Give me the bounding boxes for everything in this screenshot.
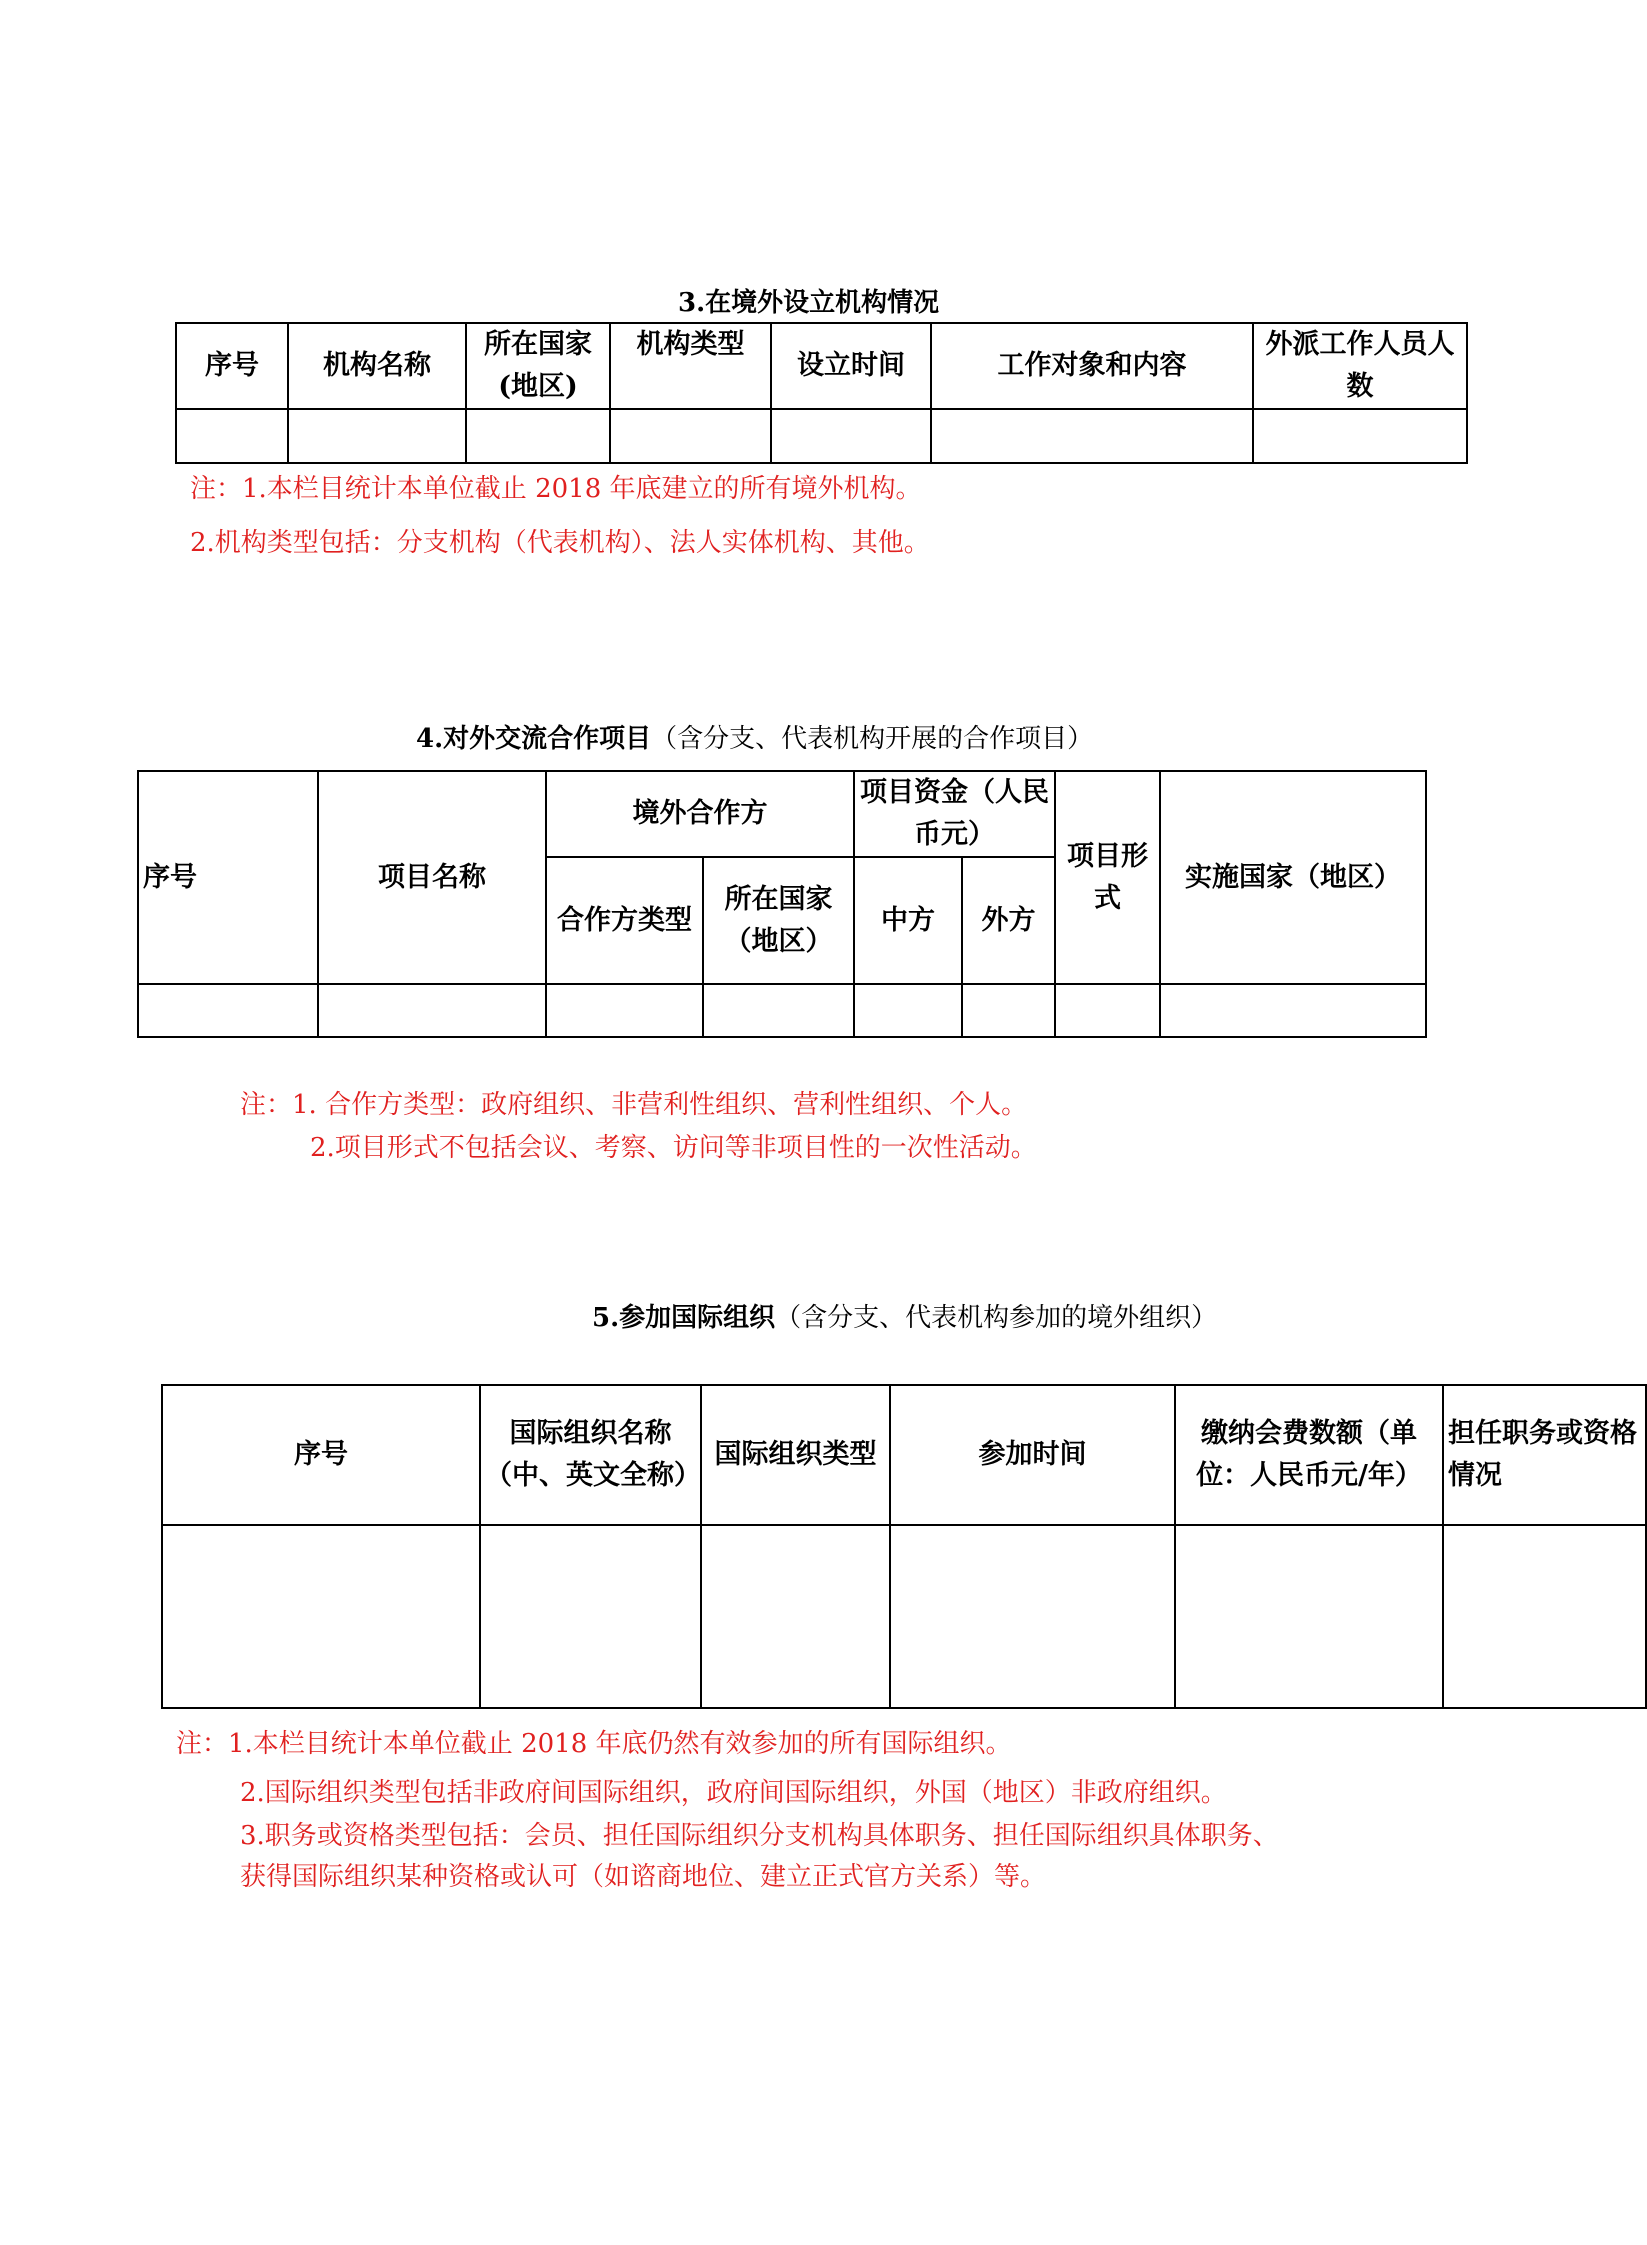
header-seq: 序号	[162, 1385, 480, 1525]
section5-note-3: 3.职务或资格类型包括：会员、担任国际组织分支机构具体职务、担任国际组织具体职务、	[240, 1821, 1279, 1851]
header-country: 所在国家(地区)	[466, 323, 610, 409]
table-cell[interactable]	[1055, 984, 1160, 1037]
table-cell[interactable]	[701, 1525, 890, 1708]
table-cell[interactable]	[162, 1525, 480, 1708]
table-cell[interactable]	[962, 984, 1055, 1037]
header-partner-type: 合作方类型	[546, 857, 703, 984]
table-cell[interactable]	[890, 1525, 1175, 1708]
header-foreign-side: 外方	[962, 857, 1055, 984]
section5-note-1: 注：1.本栏目统计本单位截止 2018 年底仍然有效参加的所有国际组织。	[176, 1729, 1012, 1759]
table-cell[interactable]	[1443, 1525, 1646, 1708]
header-seq: 序号	[176, 323, 288, 409]
section5-note-2: 2.国际组织类型包括非政府间国际组织，政府间国际组织，外国（地区）非政府组织。	[240, 1778, 1227, 1808]
header-org-name: 机构名称	[288, 323, 466, 409]
table-cell[interactable]	[466, 409, 610, 463]
header-partner: 境外合作方	[546, 771, 854, 857]
section3-title: 3.在境外设立机构情况	[678, 288, 940, 318]
table-cell[interactable]	[703, 984, 854, 1037]
header-join-time: 参加时间	[890, 1385, 1175, 1525]
header-chinese-side: 中方	[854, 857, 962, 984]
header-work-content: 工作对象和内容	[931, 323, 1253, 409]
table-cell[interactable]	[318, 984, 546, 1037]
table-cell[interactable]	[1175, 1525, 1443, 1708]
header-project-form: 项目形式	[1055, 771, 1160, 984]
header-partner-country: 所在国家（地区）	[703, 857, 854, 984]
header-membership-fee: 缴纳会费数额（单位：人民币元/年）	[1175, 1385, 1443, 1525]
header-position: 担任职务或资格情况	[1443, 1385, 1646, 1525]
table-cell[interactable]	[771, 409, 931, 463]
table-cell[interactable]	[480, 1525, 701, 1708]
header-impl-country: 实施国家（地区）	[1160, 771, 1426, 984]
table-cell[interactable]	[854, 984, 962, 1037]
table-cell[interactable]	[176, 409, 288, 463]
section3-note-2: 2.机构类型包括：分支机构（代表机构）、法人实体机构、其他。	[190, 528, 930, 558]
header-intl-org-type: 国际组织类型	[701, 1385, 890, 1525]
section5-title: 5.参加国际组织（含分支、代表机构参加的境外组织）	[592, 1303, 1218, 1333]
header-org-type: 机构类型	[610, 323, 771, 409]
table-cell[interactable]	[1160, 984, 1426, 1037]
table-cell[interactable]	[288, 409, 466, 463]
header-intl-org-name: 国际组织名称（中、英文全称）	[480, 1385, 701, 1525]
section3-table	[175, 322, 1468, 464]
table-cell[interactable]	[610, 409, 771, 463]
section5-note-4: 获得国际组织某种资格或认可（如谘商地位、建立正式官方关系）等。	[240, 1862, 1047, 1892]
header-established-time: 设立时间	[771, 323, 931, 409]
header-staff-count: 外派工作人员人数	[1253, 323, 1467, 409]
section4-title: 4.对外交流合作项目（含分支、代表机构开展的合作项目）	[416, 724, 1094, 754]
section4-note-2: 2.项目形式不包括会议、考察、访问等非项目性的一次性活动。	[310, 1133, 1037, 1163]
table-cell[interactable]	[138, 984, 318, 1037]
header-seq: 序号	[138, 771, 318, 984]
table-cell[interactable]	[1253, 409, 1467, 463]
header-funds: 项目资金（人民币元）	[854, 771, 1055, 857]
section3-note-1: 注：1.本栏目统计本单位截止 2018 年底建立的所有境外机构。	[190, 474, 922, 504]
header-project-name: 项目名称	[318, 771, 546, 984]
section4-table	[137, 770, 1427, 1038]
section5-table	[161, 1384, 1647, 1709]
section4-note-1: 注：1. 合作方类型：政府组织、非营利性组织、营利性组织、个人。	[240, 1090, 1028, 1120]
table-cell[interactable]	[546, 984, 703, 1037]
table-cell[interactable]	[931, 409, 1253, 463]
